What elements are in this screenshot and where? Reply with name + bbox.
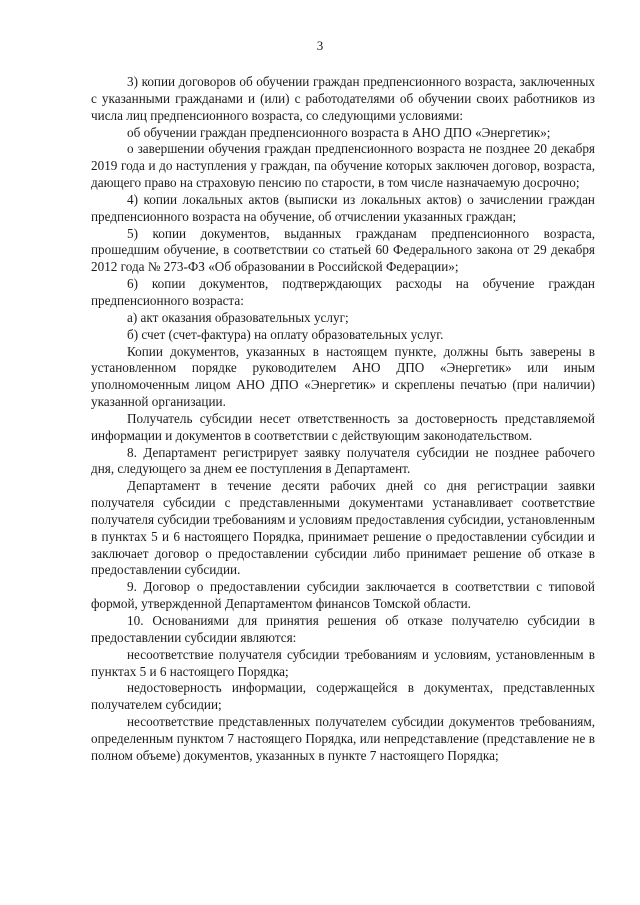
page-number: 3 bbox=[316, 38, 324, 53]
document-body bbox=[91, 74, 595, 765]
paragraph: 4) копии локальных актов (выписки из локальных актов) о зачислении граждан предпенсионного возраста на обучение, об отчислении указанных граждан; bbox=[91, 191, 595, 224]
paragraph: несоответствие получателя субсидии требованиям и условиям, установленным в пунктах 5 и 6 настоящего Порядка; bbox=[91, 646, 595, 679]
paragraph: а) акт оказания образовательных услуг; bbox=[127, 309, 349, 325]
paragraph: Копии документов, указанных в настоящем пункте, должны быть заверены в установленном порядке руководителем АНО ДПО «Энергетик» или иным уполномоченным лицом АНО ДПО «Энергетик» и скреплены печатью (при наличии) указанной организации. bbox=[91, 343, 595, 410]
paragraph: 9. Договор о предоставлении субсидии заключается в соответствии с типовой формой, утвержденной Департаментом финансов Томской области. bbox=[91, 579, 595, 612]
paragraph: о завершении обучения граждан предпенсионного возраста не позднее 20 декабря 2019 года и до наступления у граждан, па обучение которых заключен договор, возраста, дающего право на страховую пенсию по старости, в том числе назначаемую досрочно; bbox=[91, 141, 595, 191]
paragraph: недостоверность информации, содержащейся в документах, представленных получателем субсидии; bbox=[91, 680, 595, 713]
paragraph: 10. Основаниями для принятия решения об отказе получателю субсидии в предоставлении субсидии являются: bbox=[91, 613, 595, 645]
paragraph: 8. Департамент регистрирует заявку получателя субсидии не позднее рабочего дня, следующего за днем ее поступления в Департамент. bbox=[91, 444, 595, 477]
paragraph: 6) копии документов, подтверждающих расходы на обучение граждан предпенсионного возраста: bbox=[91, 276, 595, 308]
paragraph: Получатель субсидии несет ответственность за достоверность представляемой информации и документов в соответствии с действующим законодательством. bbox=[91, 410, 595, 443]
paragraph: Департамент в течение десяти рабочих дней со дня регистрации заявки получателя субсидии с представленными документами устанавливает соответствие получателя субсидии требованиям и условиям предоставления субсидии, установленным в пунктах 5 и 6 настоящего Порядка, принимает решение о предоставлении субсидии и заключает договор о предоставлении субсидии либо принимает решение об отказе в предоставлении субсидии. bbox=[91, 478, 595, 578]
paragraph: б) счет (счет-фактура) на оплату образовательных услуг. bbox=[127, 326, 444, 342]
paragraph: 3) копии договоров об обучении граждан предпенсионного возраста, заключенных с указанными гражданами и (или) с работодателями об обучении своих работников из числа лиц предпенсионного возраста, со следующими условиями: bbox=[91, 74, 595, 123]
paragraph: 5) копии документов, выданных гражданам предпенсионного возраста, прошедшим обучение, в соответствии со статьей 60 Федерального закона от 29 декабря 2012 года № 273-ФЗ «Об образовании в Российской Федерации»; bbox=[91, 225, 595, 275]
paragraph: несоответствие представленных получателем субсидии документов требованиям, определенным пунктом 7 настоящего Порядка, или непредставление (представление не в полном объеме) документов, указанных в пункте 7 настоящего Порядка; bbox=[91, 714, 595, 763]
paragraph: об обучении граждан предпенсионного возраста в АНО ДПО «Энергетик»; bbox=[127, 124, 551, 140]
